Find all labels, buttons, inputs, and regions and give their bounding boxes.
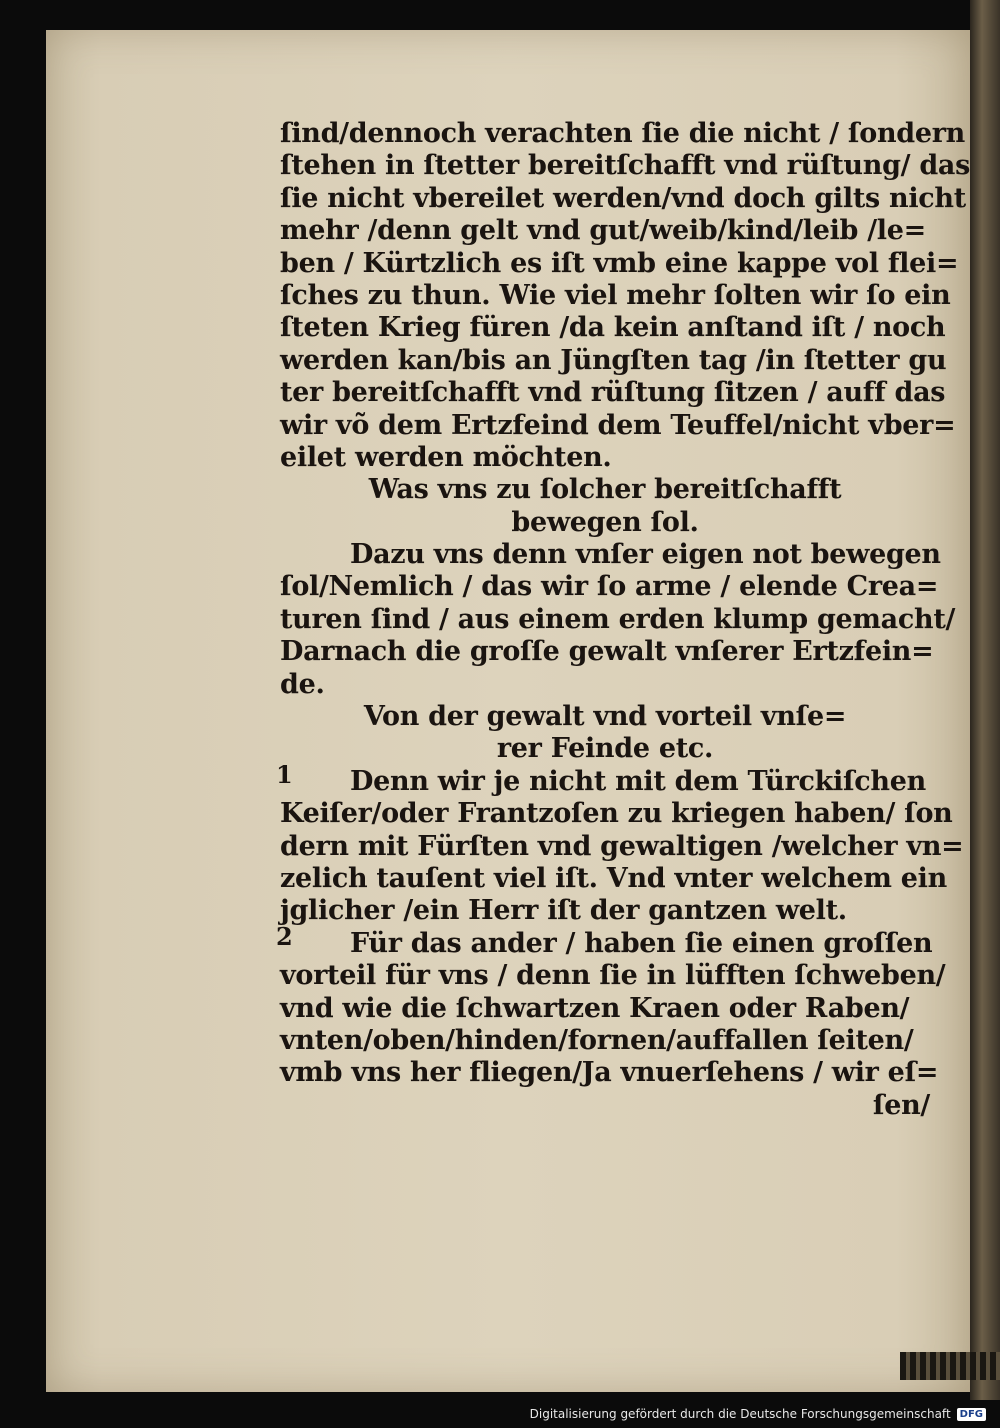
dfg-logo-icon: DFG — [957, 1408, 986, 1421]
section-heading: bewegen ſol. — [511, 506, 699, 538]
text-line: ſind/dennoch verachten ſie die nicht / ſondern — [280, 118, 965, 149]
text-line: eilet werden möchten. — [280, 441, 612, 473]
marginal-number: 2 — [276, 922, 293, 951]
text-line: ſches zu thun. Wie viel mehr ſolten wir ſo ein — [280, 279, 951, 311]
text-line: Dazu vns denn vnſer eigen not bewegen — [350, 539, 941, 571]
text-line: vorteil für vns / denn ſie in lüfften ſchweben/ — [280, 960, 946, 992]
text-line: ben / Kürtzlich es iſt vmb eine kappe vol flei= — [280, 247, 959, 279]
text-line: werden kan/bis an Jüngſten tag /in ſtetter gu — [280, 344, 947, 376]
text-line: ſtehen in ſtetter bereitſchafft vnd rüſtung/ das — [280, 150, 970, 182]
text-line: ſie nicht vbereilet werden/vnd doch gilts nicht — [280, 182, 966, 214]
text-line: dern mit Fürſten vnd gewaltigen /welcher vn= — [280, 830, 964, 862]
text-line: zelich tauſent viel iſt. Vnd vnter welchem ein — [280, 862, 947, 894]
text-line: Keiſer/oder Frantzoſen zu kriegen haben/ ſon — [280, 798, 953, 830]
text-line: Denn wir je nicht mit dem Türckiſchen — [350, 765, 926, 797]
footer-credit — [530, 1404, 986, 1424]
text-line: de. — [280, 668, 325, 700]
text-line: mehr /denn gelt vnd gut/weib/kind/leib /le= — [280, 215, 926, 247]
text-line: vnd wie die ſchwartzen Kraen oder Raben/ — [280, 992, 910, 1024]
catchword: ſen/ — [872, 1089, 930, 1121]
section-heading: rer Feinde etc. — [496, 733, 714, 765]
text-line: vmb vns her fliegen/Ja vnuerſehens / wir eſ= — [280, 1057, 939, 1089]
page-text — [280, 118, 970, 1122]
text-line: ſol/Nemlich / das wir ſo arme / elende Crea= — [280, 571, 939, 603]
marginal-number: 1 — [276, 760, 293, 789]
text-line: jglicher /ein Herr iſt der gantzen welt. — [280, 895, 847, 927]
text-line: wir võ dem Ertzfeind dem Teuffel/nicht vber= — [280, 409, 956, 441]
text-line: vnten/oben/hinden/fornen/auffallen ſeiten/ — [280, 1024, 914, 1056]
text-line: Für das ander / haben ſie einen groſſen — [350, 927, 933, 959]
text-line: ter bereitſchafft vnd rüſtung ſitzen / auff das — [280, 377, 946, 409]
book-edge-bottom — [900, 1352, 1000, 1380]
book-edge-right — [970, 0, 1000, 1400]
text-line: Darnach die groſſe gewalt vnſerer Ertzfein= — [280, 636, 934, 668]
text-line: ſteten Krieg füren /da kein anſtand iſt / noch — [280, 312, 946, 344]
text-line: turen ſind / aus einem erden klump gemacht/ — [280, 603, 956, 635]
footer-text: Digitalisierung gefördert durch die Deutsche Forschungsgemeinschaft — [529, 1407, 951, 1421]
section-heading: Was vns zu ſolcher bereitſchafft — [368, 474, 842, 506]
section-heading: Von der gewalt vnd vorteil vnſe= — [363, 701, 847, 733]
